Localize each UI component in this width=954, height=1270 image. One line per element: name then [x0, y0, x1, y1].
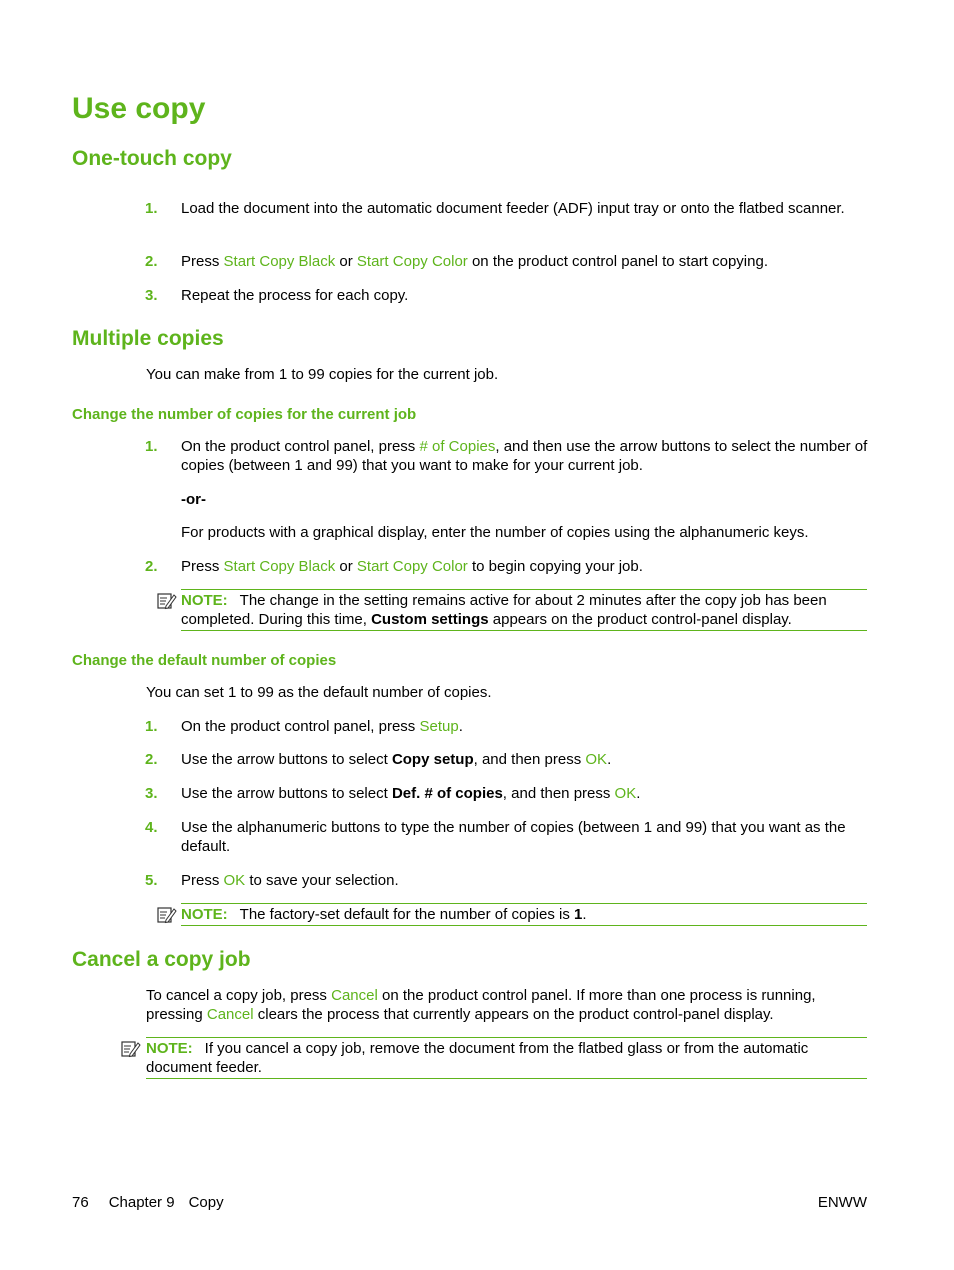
step-text: Use the arrow buttons to select Copy setup, and then press OK. — [181, 751, 612, 768]
step-number: 4. — [145, 819, 158, 836]
step-text: Press Start Copy Black or Start Copy Color to begin copying your job. — [181, 558, 643, 575]
number-of-copies-link[interactable]: # of Copies — [419, 438, 496, 455]
subheading-current-job: Change the number of copies for the current job — [72, 406, 417, 423]
or-separator: -or- — [181, 491, 206, 508]
step-number: 1. — [145, 200, 158, 217]
note-label: NOTE: — [181, 906, 228, 923]
step-number: 1. — [145, 438, 158, 455]
step-number: 2. — [145, 253, 158, 270]
intro-text: You can set 1 to 99 as the default number of copies. — [146, 684, 492, 701]
page-title: Use copy — [72, 92, 206, 125]
step-number: 5. — [145, 872, 158, 889]
alt-text: For products with a graphical display, enter the number of copies using the alphanumeric keys. — [181, 524, 809, 541]
start-copy-color-link[interactable]: Start Copy Color — [356, 558, 468, 575]
ok-link[interactable]: OK — [585, 751, 608, 768]
chapter-title: Copy — [188, 1194, 224, 1211]
cancel-link[interactable]: Cancel — [206, 1006, 254, 1023]
note-pencil-icon — [157, 906, 177, 924]
footer-right: ENWW — [817, 1194, 867, 1211]
step-number: 1. — [145, 718, 158, 735]
note-pencil-icon — [157, 592, 177, 610]
ok-link[interactable]: OK — [614, 785, 637, 802]
step-number: 2. — [145, 558, 158, 575]
cancel-paragraph: To cancel a copy job, press Cancel on the product control panel. If more than one process is running, pressing Cancel clears the process that currently appears on the product control-panel display. — [146, 987, 816, 1023]
step-number: 3. — [145, 785, 158, 802]
step-text: Load the document into the automatic document feeder (ADF) input tray or onto the flatbed scanner. — [181, 200, 845, 217]
step-text: Press OK to save your selection. — [181, 872, 399, 889]
intro-text: You can make from 1 to 99 copies for the current job. — [146, 366, 499, 383]
step-text: On the product control panel, press # of Copies, and then use the arrow buttons to select the number of copies (between 1 and 99) that you want to make for your current job. — [181, 438, 868, 474]
note-box: NOTE: The change in the setting remains active for about 2 minutes after the copy job has been completed. During this time, Custom settings appears on the product control-panel display. — [181, 589, 867, 631]
step-text: Repeat the process for each copy. — [181, 287, 409, 304]
note-label: NOTE: — [146, 1040, 193, 1057]
heading-cancel-copy-job: Cancel a copy job — [72, 948, 251, 971]
cancel-link[interactable]: Cancel — [331, 987, 378, 1004]
note-box: NOTE: If you cancel a copy job, remove the document from the flatbed glass or from the automatic document feeder. — [146, 1037, 867, 1079]
start-copy-black-link[interactable]: Start Copy Black — [223, 253, 336, 270]
ok-link[interactable]: OK — [223, 872, 246, 889]
note-label: NOTE: — [181, 592, 228, 609]
page-number: 76 — [72, 1194, 89, 1211]
chapter-label: Chapter 9 — [108, 1194, 175, 1211]
start-copy-black-link[interactable]: Start Copy Black — [223, 558, 336, 575]
setup-link[interactable]: Setup — [419, 718, 459, 735]
step-text: Use the arrow buttons to select Def. # of copies, and then press OK. — [181, 785, 641, 802]
heading-multiple-copies: Multiple copies — [72, 327, 224, 350]
step-number: 3. — [145, 287, 158, 304]
step-text: On the product control panel, press Setup. — [181, 718, 463, 735]
step-text: Press Start Copy Black or Start Copy Color on the product control panel to start copying. — [181, 253, 768, 270]
heading-one-touch-copy: One-touch copy — [72, 147, 232, 170]
step-text: Use the alphanumeric buttons to type the number of copies (between 1 and 99) that you want as the default. — [181, 819, 846, 855]
subheading-default-copies: Change the default number of copies — [72, 652, 337, 669]
note-pencil-icon — [121, 1040, 141, 1058]
footer-left — [72, 1193, 224, 1212]
note-box: NOTE: The factory-set default for the number of copies is 1. — [181, 903, 867, 926]
start-copy-color-link[interactable]: Start Copy Color — [356, 253, 468, 270]
step-number: 2. — [145, 751, 158, 768]
